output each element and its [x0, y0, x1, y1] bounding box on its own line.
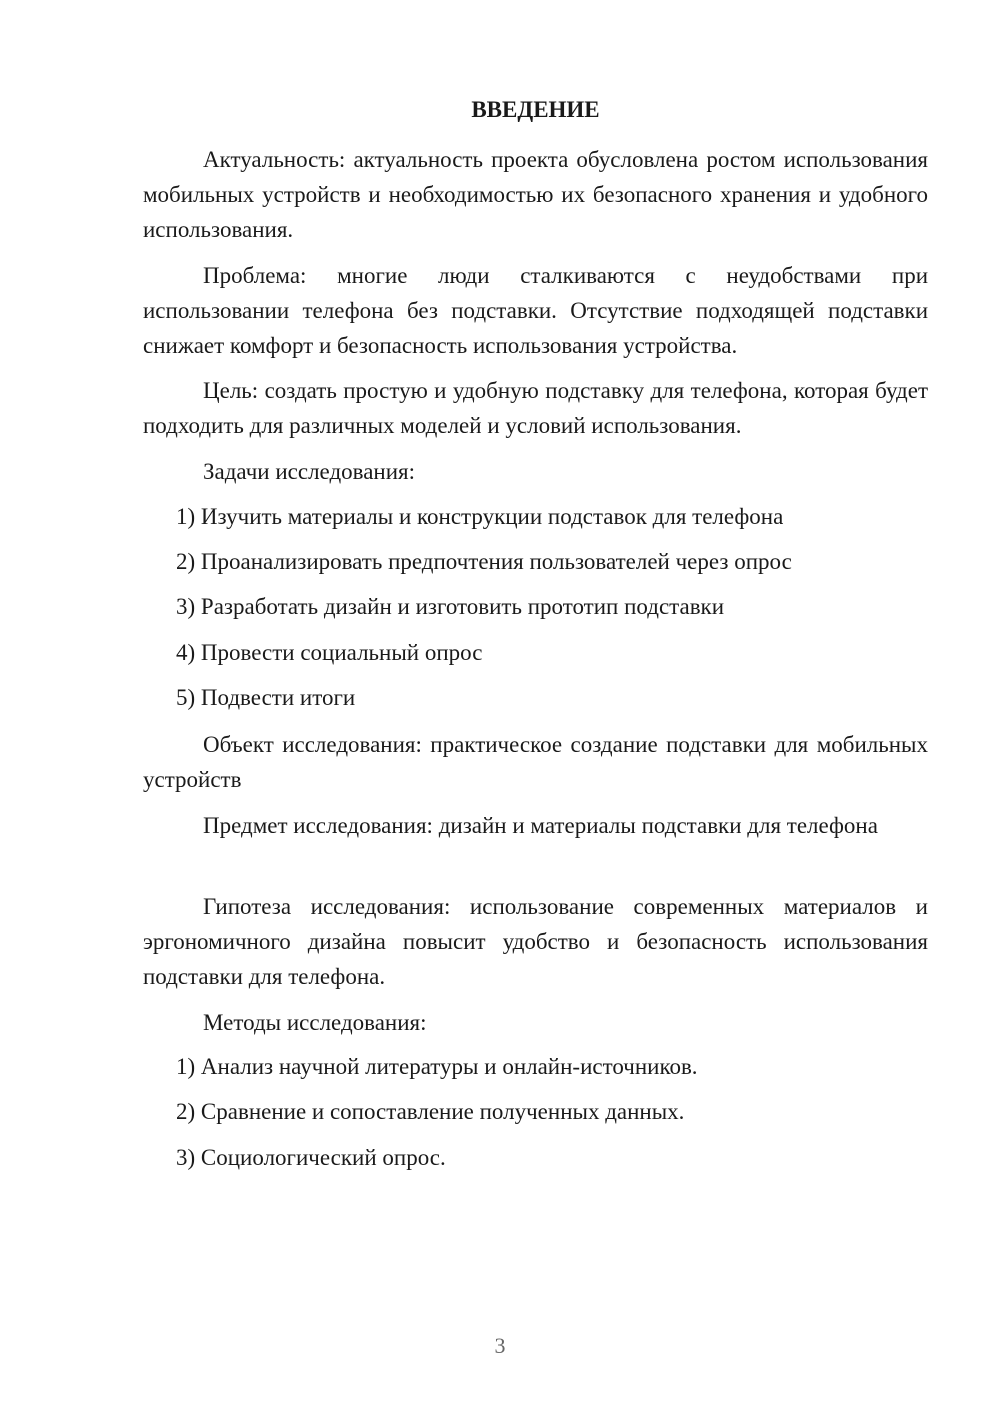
relevance-paragraph: Актуальность: актуальность проекта обусловлена ростом использования мобильных устройств и необходимостью их безопасного хранения и удобного использования. [143, 147, 928, 242]
task-item: 4) Провести социальный опрос [176, 640, 483, 665]
task-item: 1) Изучить материалы и конструкции подставок для телефона [176, 504, 784, 529]
subject-paragraph: Предмет исследования: дизайн и материалы подставки для телефона [203, 813, 878, 838]
problem-paragraph: Проблема: многие люди сталкиваются с неудобствами при использовании телефона без подставки. Отсутствие подходящей подставки снижает комфорт и безопасность использования устройства. [143, 263, 928, 358]
method-item: 3) Социологический опрос. [176, 1145, 446, 1170]
task-item: 2) Проанализировать предпочтения пользователей через опрос [176, 549, 792, 574]
method-item: 2) Сравнение и сопоставление полученных данных. [176, 1099, 685, 1124]
object-paragraph: Объект исследования: практическое создание подставки для мобильных устройств [143, 732, 928, 792]
section-title: ВВЕДЕНИЕ [471, 97, 600, 122]
task-item: 5) Подвести итоги [176, 685, 356, 710]
tasks-heading: Задачи исследования: [203, 459, 416, 484]
page-number: 3 [494, 1333, 506, 1358]
hypothesis-paragraph: Гипотеза исследования: использование современных материалов и эргономичного дизайна повысит удобство и безопасность использования подставки для телефона. [143, 894, 928, 989]
method-item: 1) Анализ научной литературы и онлайн-источников. [176, 1054, 698, 1079]
methods-heading: Методы исследования: [203, 1010, 427, 1035]
task-item: 3) Разработать дизайн и изготовить прототип подставки [176, 594, 725, 619]
goal-paragraph: Цель: создать простую и удобную подставку для телефона, которая будет подходить для различных моделей и условий использования. [143, 378, 928, 438]
